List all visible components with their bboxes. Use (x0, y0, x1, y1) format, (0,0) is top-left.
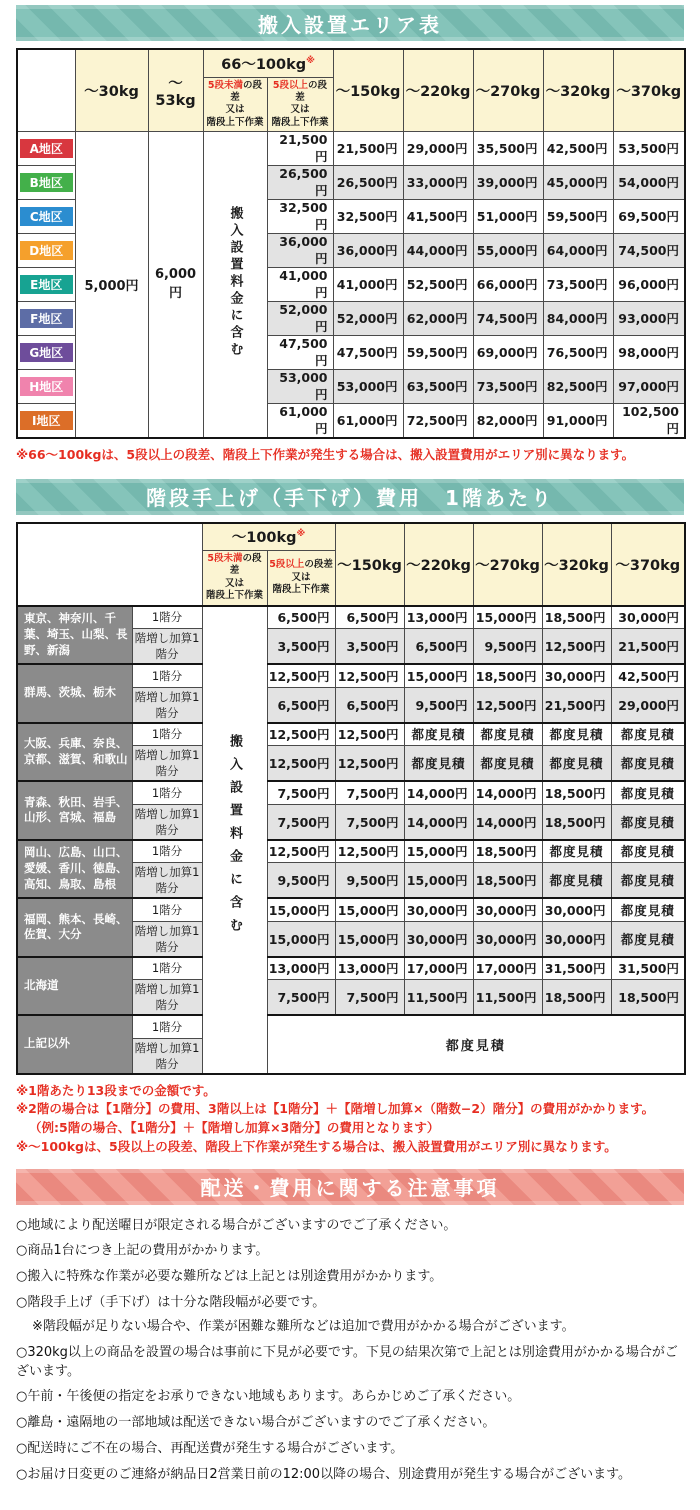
floor-label: 1階分 (132, 606, 202, 629)
note-line: （例:5階の場合、【1階分】＋【階増し加算×3階分】の費用となります） (29, 1120, 440, 1135)
notices-title-ribbon (16, 1169, 684, 1205)
table-row: 階増し加算1階分 7,500円 7,500円 14,000円 14,000円 18,500円 都度見積 (17, 804, 685, 840)
floor-label: 階増し加算1階分 (132, 1038, 202, 1074)
floor-label: 階増し加算1階分 (132, 746, 202, 782)
area-table-title: 搬入設置エリア表 (258, 12, 442, 37)
region-label: 北海道 (17, 957, 132, 1016)
stairs-fee-table (16, 522, 686, 1075)
t1-col-30kg: 〜30kg (75, 49, 148, 131)
area-price-table (16, 48, 686, 439)
floor-label: 1階分 (132, 840, 202, 863)
stairs-table-title-ribbon (16, 479, 684, 515)
note-line: ※1階あたり13段までの金額です。 (16, 1082, 216, 1098)
t1-corner-cell (17, 49, 75, 131)
table-row: G地区 47,500円 47,500円 59,500円 69,000円 76,500円 98,000円 (17, 335, 685, 369)
floor-label: 1階分 (132, 664, 202, 687)
floor-label: 1階分 (132, 781, 202, 804)
area-label-h: H地区 (17, 369, 75, 403)
notice-subitem: ※階段幅が足りない場合や、作業が困難な難所などは追加で費用がかかる場合がございます。 (32, 1318, 575, 1334)
area-label-b: B地区 (17, 165, 75, 199)
t1-col-53kg: 〜53kg (148, 49, 203, 131)
region-label: 福岡、熊本、長崎、佐賀、大分 (17, 898, 132, 957)
table-row: A地区 5,000円 6,000円 搬入設置料金に含む 21,500円 21,500円 29,000円 35,500円 42,500円 53,500円 (17, 131, 685, 165)
table-row: H地区 53,000円 53,000円 63,500円 73,500円 82,500円 97,000円 (17, 369, 685, 403)
notice-item: ○配送時にご不在の場合、再配送費が発生する場合がございます。 (16, 1441, 404, 1457)
area-label-d: D地区 (17, 233, 75, 267)
table-row: 階増し加算1階分 7,500円 7,500円 11,500円 11,500円 18,500円 18,500円 (17, 980, 685, 1016)
area-label-e: E地区 (17, 267, 75, 301)
notice-item: ○離島・遠隔地の一部地域は配送できない場合がございますのでご了承ください。 (16, 1415, 496, 1431)
notice-item: ○商品1台につき上記の費用がかかります。 (16, 1243, 269, 1259)
table-row: I地区 61,000円 61,000円 72,500円 82,000円 91,000円 102,500円 (17, 403, 685, 438)
t2-col-220kg: 〜220kg (404, 523, 473, 606)
stairs-table-notes (16, 1082, 684, 1157)
notice-item: ○階段手上げ（手下げ）は十分な階段幅が必要です。 (16, 1295, 326, 1311)
table-row: 階増し加算1階分 12,500円 12,500円 都度見積 都度見積 都度見積 都度見積 (17, 746, 685, 782)
t1-col-320kg: 〜320kg (543, 49, 613, 131)
t2-col-150kg: 〜150kg (335, 523, 404, 606)
t1-included-cell: 搬入設置料金に含む (203, 131, 267, 438)
t1-col-220kg: 〜220kg (403, 49, 473, 131)
t1-col-66-100kg: 66〜100kg※ (203, 49, 333, 77)
table-row: 階増し加算1階分 6,500円 6,500円 9,500円 12,500円 21,500円 29,000円 (17, 687, 685, 723)
table-row: 階増し加算1階分 9,500円 9,500円 15,000円 18,500円 都度見積 都度見積 (17, 863, 685, 899)
stairs-table-title: 階段手上げ（手下げ）費用 1階あたり (146, 486, 554, 511)
t1-subcol-under5steps: 5段未満の段差 又は 階段上下作業 (203, 77, 267, 131)
table-row: 群馬、茨城、栃木 1階分 12,500円 12,500円 15,000円 18,500円 30,000円 42,500円 (17, 664, 685, 687)
t1-subcol-over5steps: 5段以上の段差 又は 階段上下作業 (267, 77, 333, 131)
floor-label: 1階分 (132, 723, 202, 746)
notice-item: ○320kg以上の商品を設置の場合は事前に下見が必要です。下見の結果次第で上記とは別途費用がかかる場合がございます。 (16, 1344, 678, 1379)
floor-label: 1階分 (132, 957, 202, 980)
t1-col-370kg: 〜370kg (613, 49, 685, 131)
area-label-i: I地区 (17, 403, 75, 438)
t1-30kg-merged-price: 5,000円 (75, 131, 148, 438)
floor-label: 1階分 (132, 898, 202, 921)
table-row: 東京、神奈川、千葉、埼玉、山梨、長野、新潟 1階分 搬入設置料金に含む 6,500円 6,500円 13,000円 15,000円 18,500円 30,000円 (17, 606, 685, 629)
floor-label: 階増し加算1階分 (132, 687, 202, 723)
table-row: F地区 52,000円 52,000円 62,000円 74,500円 84,000円 93,000円 (17, 301, 685, 335)
notice-item: ○搬入に特殊な作業が必要な難所などは上記とは別途費用がかかります。 (16, 1269, 443, 1285)
area-table-note: ※66〜100kgは、5段以上の段差、階段上下作業が発生する場合は、搬入設置費用がエリア別に異なります。 (16, 446, 635, 462)
t2-col-320kg: 〜320kg (542, 523, 611, 606)
quote-on-request-cell: 都度見積 (267, 1015, 685, 1074)
region-label: 青森、秋田、岩手、山形、宮城、福島 (17, 781, 132, 840)
table-row: 北海道 1階分 13,000円 13,000円 17,000円 17,000円 31,500円 31,500円 (17, 957, 685, 980)
region-label: 上記以外 (17, 1015, 132, 1074)
note-line: ※2階の場合は【1階分】の費用、3階以上は【1階分】＋【階増し加算×（階数−2）階分】の費用がかかります。 (16, 1101, 655, 1117)
notices-list (16, 1217, 684, 1485)
floor-label: 階増し加算1階分 (132, 629, 202, 665)
note-line: ※〜100kgは、5段以上の段差、階段上下作業が発生する場合は、搬入設置費用がエリア別に異なります。 (16, 1138, 617, 1154)
table-row (17, 1015, 685, 1038)
asterisk-mark: ※ (296, 529, 306, 540)
notices-title: 配送・費用に関する注意事項 (200, 1176, 500, 1200)
region-label: 岡山、広島、山口、愛媛、香川、徳島、高知、鳥取、島根 (17, 840, 132, 899)
t2-subcol-under5steps: 5段未満の段差 又は 階段上下作業 (202, 551, 267, 606)
region-label: 群馬、茨城、栃木 (17, 664, 132, 723)
table-row: E地区 41,000円 41,000円 52,500円 66,000円 73,500円 96,000円 (17, 267, 685, 301)
t2-corner-cell (17, 523, 202, 606)
table-row: 階増し加算1階分 15,000円 15,000円 30,000円 30,000円 30,000円 都度見積 (17, 921, 685, 957)
floor-label: 階増し加算1階分 (132, 863, 202, 899)
region-label: 大阪、兵庫、奈良、京都、滋賀、和歌山 (17, 723, 132, 782)
t2-subcol-over5steps: 5段以上の段差 又は 階段上下作業 (267, 551, 335, 606)
table-row: D地区 36,000円 36,000円 44,000円 55,000円 64,000円 74,500円 (17, 233, 685, 267)
t2-included-cell: 搬入設置料金に含む (202, 606, 267, 1074)
area-label-c: C地区 (17, 199, 75, 233)
table-row: 青森、秋田、岩手、山形、宮城、福島 1階分 7,500円 7,500円 14,000円 14,000円 18,500円 都度見積 (17, 781, 685, 804)
table-row: B地区 26,500円 26,500円 33,000円 39,000円 45,000円 54,000円 (17, 165, 685, 199)
region-label: 東京、神奈川、千葉、埼玉、山梨、長野、新潟 (17, 606, 132, 665)
notice-item: ○地域により配送曜日が限定される場合がございますのでご了承ください。 (16, 1217, 457, 1233)
table-row: C地区 32,500円 32,500円 41,500円 51,000円 59,500円 69,500円 (17, 199, 685, 233)
t1-col-150kg: 〜150kg (333, 49, 403, 131)
t2-col-370kg: 〜370kg (611, 523, 685, 606)
notice-item: ○午前・午後便の指定をお承りできない地域もあります。あらかじめご了承ください。 (16, 1389, 521, 1405)
table-row: 階増し加算1階分 3,500円 3,500円 6,500円 9,500円 12,500円 21,500円 (17, 629, 685, 665)
area-label-g: G地区 (17, 335, 75, 369)
area-label-a: A地区 (17, 131, 75, 165)
table-row: 福岡、熊本、長崎、佐賀、大分 1階分 15,000円 15,000円 30,000円 30,000円 30,000円 都度見積 (17, 898, 685, 921)
table-row: 岡山、広島、山口、愛媛、香川、徳島、高知、鳥取、島根 1階分 12,500円 12,500円 15,000円 18,500円 都度見積 都度見積 (17, 840, 685, 863)
floor-label: 階増し加算1階分 (132, 980, 202, 1016)
floor-label: 1階分 (132, 1015, 202, 1038)
asterisk-mark: ※ (306, 55, 315, 66)
t2-col-100kg: 〜100kg※ (202, 523, 335, 551)
area-table-title-ribbon (16, 5, 684, 41)
floor-label: 階増し加算1階分 (132, 921, 202, 957)
t2-col-270kg: 〜270kg (473, 523, 542, 606)
notice-item: ○お届け日変更のご連絡が納品日2営業日前の12:00以降の場合、別途費用が発生する場合がございます。 (16, 1466, 632, 1482)
t1-53kg-merged-price: 6,000円 (148, 131, 203, 438)
t1-col-270kg: 〜270kg (473, 49, 543, 131)
table-row: 大阪、兵庫、奈良、京都、滋賀、和歌山 1階分 12,500円 12,500円 都度見積 都度見積 都度見積 都度見積 (17, 723, 685, 746)
area-label-f: F地区 (17, 301, 75, 335)
floor-label: 階増し加算1階分 (132, 804, 202, 840)
